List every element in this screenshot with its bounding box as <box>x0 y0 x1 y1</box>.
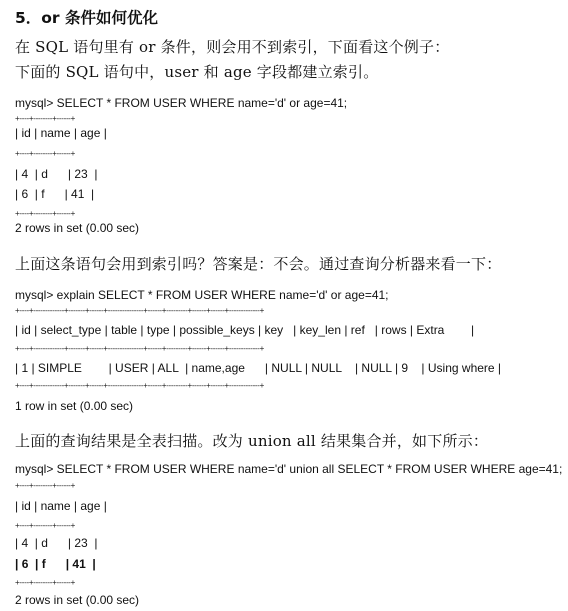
table-row: | 1 | SIMPLE | USER | ALL | name,age | NULL | NULL | NULL | 9 | Using where | <box>15 361 502 375</box>
table-row: | 4 | d | 23 | <box>15 167 98 181</box>
table-header-row: | id | name | age | <box>15 126 107 140</box>
table-border: +----+-------------+-------+------+---------------+------+---------+------+------+-------------+ <box>15 381 265 390</box>
table-row: | 4 | d | 23 | <box>15 536 98 550</box>
table-header-row: | id | select_type | table | type | possible_keys | key | key_len | ref | rows | Extra | <box>15 323 475 337</box>
conclusion-line: 上面的查询结果是全表扫描。改为 union all 结果集合并，如下所示： <box>15 432 489 450</box>
section-heading: 5．or 条件如何优化 <box>15 9 158 27</box>
table-border: +----+--------+------+ <box>15 149 76 158</box>
query2-command: mysql> explain SELECT * FROM USER WHERE name='d' or age=41; <box>15 288 389 302</box>
question-line: 上面这条语句会用到索引吗？答案是：不会。通过查询分析器来看一下： <box>15 255 502 273</box>
table-border: +----+--------+------+ <box>15 521 76 530</box>
query3-footer: 2 rows in set (0.00 sec) <box>15 593 140 607</box>
query1-command: mysql> SELECT * FROM USER WHERE name='d' or age=41; <box>15 96 348 110</box>
table-header-row: | id | name | age | <box>15 499 107 513</box>
table-border: +----+--------+------+ <box>15 209 76 218</box>
table-border: +----+-------------+-------+------+---------------+------+---------+------+------+-------------+ <box>15 344 265 353</box>
query1-footer: 2 rows in set (0.00 sec) <box>15 221 140 235</box>
table-border: +----+-------------+-------+------+---------------+------+---------+------+------+-------------+ <box>15 306 265 315</box>
table-row: | 6 | f | 41 | <box>15 187 95 201</box>
intro-line-1: 在 SQL 语句里有 or 条件，则会用不到索引，下面看这个例子： <box>15 38 450 56</box>
table-border: +----+--------+------+ <box>15 578 76 587</box>
intro-line-2: 下面的 SQL 语句中，user 和 age 字段都建立索引。 <box>15 63 379 81</box>
query2-footer: 1 row in set (0.00 sec) <box>15 399 134 413</box>
table-border: +----+--------+------+ <box>15 114 76 123</box>
query3-command: mysql> SELECT * FROM USER WHERE name='d' union all SELECT * FROM USER WHERE age=41; <box>15 462 563 476</box>
table-border: +----+--------+------+ <box>15 481 76 490</box>
table-row: | 6 | f | 41 | <box>15 557 96 571</box>
